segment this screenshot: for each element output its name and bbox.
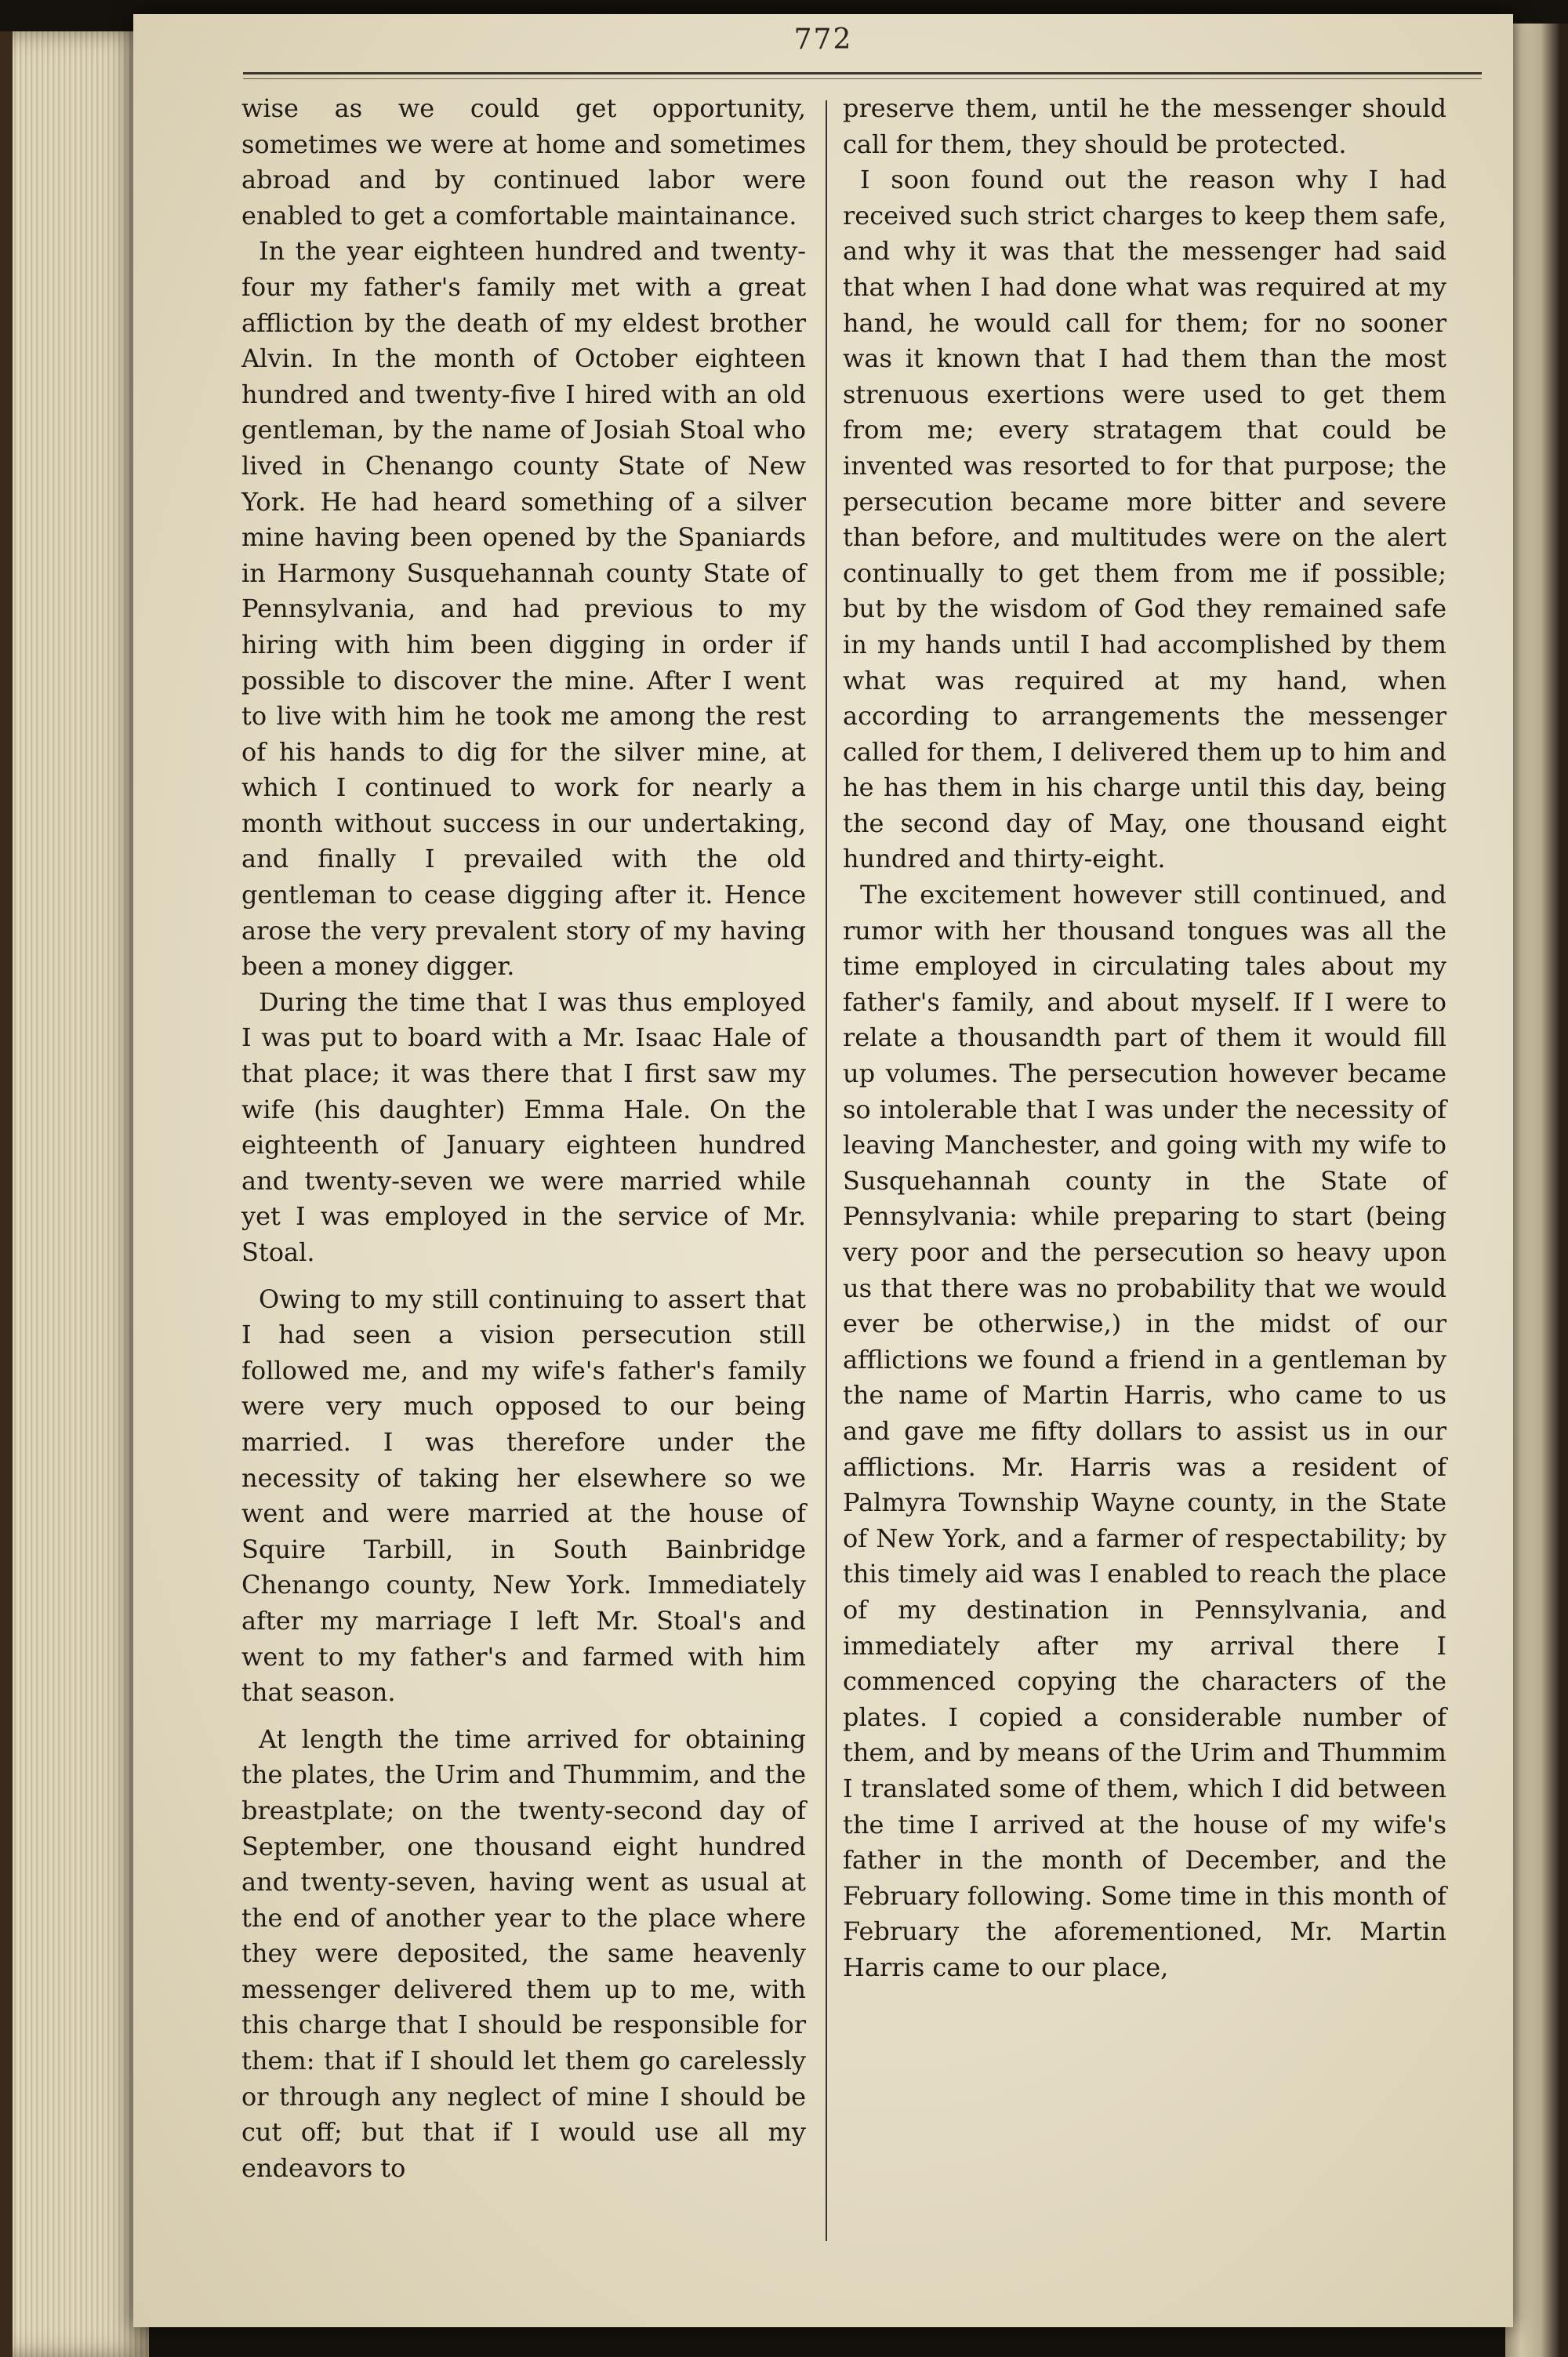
header-rule-thin	[243, 78, 1482, 79]
page-number: 772	[793, 24, 853, 56]
paragraph: Owing to my still continuing to assert that I had seen a vision persecution still followed me, and my wife's father's family were very much opposed to our being married. I was therefore under the necessity of taking her elsewhere so we went and were married at the house of Squire Tarbill, in South Bainbridge Chenango county, New York. Immediately after my marriage I left Mr. Stoal's and went to my father's and farmed with him that season.	[241, 1284, 806, 1708]
paragraph: preserve them, until he the messenger should call for them, they should be protected.	[843, 93, 1446, 159]
header-rule	[243, 72, 1482, 74]
paragraph: In the year eighteen hundred and twenty-four my father's family met with a great affliction by the death of my eldest brother Alvin. In the month of October eighteen hundred and twenty-five I hired with an old gentleman, by the name of Josiah Stoal who lived in Chenango county State of New York. He had heard something of a silver mine having been opened by the Spaniards in Harmony Susquehannah county State of Pennsylvania, and had previous to my hiring with him been digging in order if possible to discover the mine. After I went to live with him he took me among the rest of his hands to dig for the silver mine, at which I continued to work for nearly a month without success in our undertaking, and finally I prevailed with the old gentleman to cease digging after it. Hence arose the very prevalent story of my having been a money digger.	[241, 236, 806, 982]
right-column	[843, 91, 1446, 1985]
book-page-edge-right	[1505, 24, 1568, 2357]
paragraph: At length the time arrived for obtaining the plates, the Urim and Thummim, and the breastplate; on the twenty-second day of September, one thousand eight hundred and twenty-seven, having went as usual at the end of another year to the place where they were deposited, the same heavenly messenger delivered them up to me, with this charge that I should be responsible for them: that if I should let them go carelessly or through any neglect of mine I should be cut off; but that if I would use all my endeavors to	[241, 1723, 806, 2183]
paragraph: wise as we could get opportunity, sometimes we were at home and sometimes abroad and by continued labor were enabled to get a comfortable maintainance.	[241, 93, 806, 231]
paragraph: I soon found out the reason why I had received such strict charges to keep them safe, and why it was that the messenger had said that when I had done what was required at my hand, he would call for them; for no sooner was it known that I had them than the most strenuous exertions were used to get them from me; every stratagem that could be invented was resorted to for that purpose; the persecution became more bitter and severe than before, and multitudes were on the alert continually to get them from me if possible; but by the wisdom of God they remained safe in my hands until I had accomplished by them what was required at my hand, when according to arrangements the messenger called for them, I delivered them up to him and he has them in his charge until this day, being the second day of May, one thousand eight hundred and thirty-eight.	[843, 165, 1446, 874]
book-page-edges-left	[0, 31, 149, 2357]
column-divider	[826, 100, 827, 2241]
paragraph: During the time that I was thus employed I was put to board with a Mr. Isaac Hale of that place; it was there that I first saw my wife (his daughter) Emma Hale. On the eighteenth of January eighteen hundred and twenty-seven we were married while yet I was employed in the service of Mr. Stoal.	[241, 986, 806, 1267]
left-column	[241, 91, 806, 2186]
book-page	[133, 14, 1513, 2327]
paragraph: The excitement however still continued, and rumor with her thousand tongues was all the time employed in circulating tales about my father's family, and about myself. If I were to relate a thousandth part of them it would fill up volumes. The persecution however became so intolerable that I was under the necessity of leaving Manchester, and going with my wife to Susquehannah county in the State of Pennsylvania: while preparing to start (being very poor and the persecution so heavy upon us that there was no probability that we would ever be otherwise,) in the midst of our afflictions we found a friend in a gentleman by the name of Martin Harris, who came to us and gave me fifty dollars to assist us in our afflictions. Mr. Harris was a resident of Palmyra Township Wayne county, in the State of New York, and a farmer of respectability; by this timely aid was I enabled to reach the place of my destination in Pennsylvania, and immediately after my arrival there I commenced copying the characters of the plates. I copied a considerable number of them, and by means of the Urim and Thummim I translated some of them, which I did between the time I arrived at the house of my wife's father in the month of December, and the February following. Some time in this month of February the aforementioned, Mr. Martin Harris came to our place,	[843, 880, 1446, 1982]
